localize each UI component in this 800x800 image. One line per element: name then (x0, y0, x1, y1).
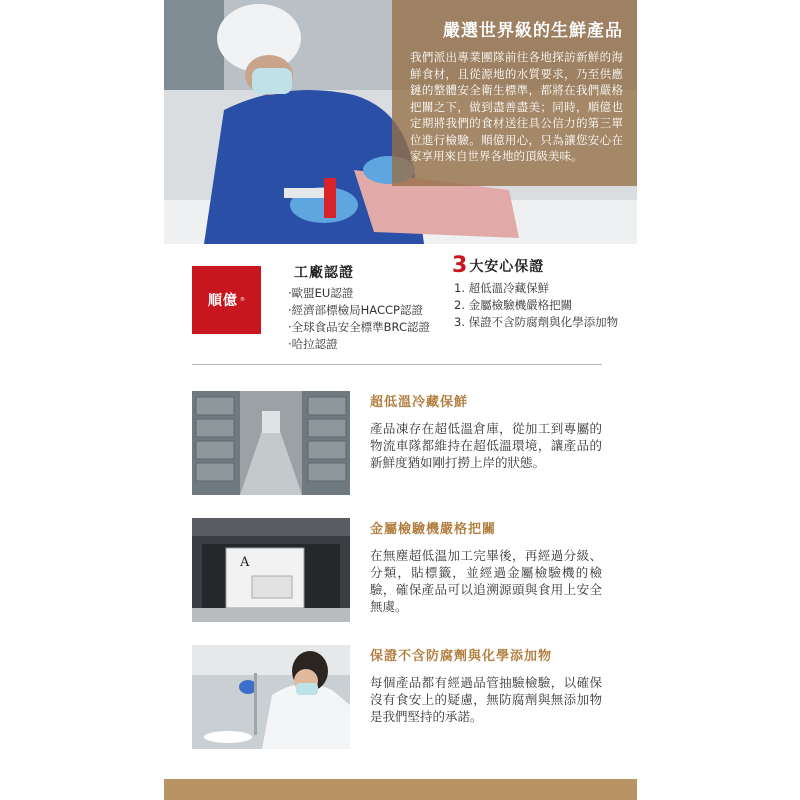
hero-banner (164, 0, 637, 244)
brand-logo (192, 266, 261, 334)
feature-description: 在無塵超低溫加工完畢後，再經過分級、分類，貼標籤，並經過金屬檢驗機的檢驗，確保產品可以追溯源頭與食用上安全無虞。 (370, 548, 602, 614)
box-letter: A (240, 555, 250, 570)
hero-description: 我們派出專業團隊前往各地探訪新鮮的海鮮食材，且從源地的水質要求，乃至供應鏈的整體安全衛生標準，都將在我們嚴格把關之下，做到盡善盡美；同時，順億也定期將我們的食材送往具公信力的第三單位進行檢驗。順億用心，只為讓您安心在家享用來自世界各地的頂級美味。 (410, 50, 623, 163)
list-item: ‧歐盟EU認證 (288, 286, 354, 300)
guarantees-list (454, 280, 618, 331)
list-item: 1. 超低溫冷藏保鮮 (454, 281, 550, 295)
cold-warehouse-photo (192, 391, 350, 495)
hero-text-panel (392, 0, 637, 186)
section-divider (192, 364, 602, 365)
brand-logo-text: 順億 (208, 293, 238, 309)
list-item: ‧全球食品安全標準BRC認證 (288, 320, 430, 334)
lab-technician-photo (192, 645, 350, 749)
three-guarantees (452, 254, 618, 331)
guarantee-count: 3 (452, 253, 468, 278)
bottom-color-bar (164, 779, 637, 800)
list-item: ‧經濟部標檢局HACCP認證 (288, 303, 423, 317)
feature-cold-storage (192, 391, 612, 495)
list-item: 3. 保證不含防腐劑與化學添加物 (454, 315, 619, 329)
feature-description: 產品凍存在超低溫倉庫，從加工到專屬的物流車隊都維持在超低溫環境，讓產品的新鮮度猶如剛打撈上岸的狀態。 (370, 421, 602, 470)
hero-title: 嚴選世界級的生鮮產品 (443, 21, 623, 41)
feature-no-additives (192, 645, 612, 749)
feature-title: 超低溫冷藏保鮮 (370, 395, 469, 410)
registered-mark: ® (240, 297, 245, 303)
feature-description: 每個產品都有經過品管抽驗檢驗，以確保沒有食安上的疑慮，無防腐劑與無添加物是我們堅持的承諾。 (370, 675, 602, 724)
feature-title: 保證不含防腐劑與化學添加物 (370, 649, 553, 664)
certifications-list (288, 285, 430, 353)
feature-title: 金屬檢驗機嚴格把關 (370, 522, 497, 537)
feature-metal-detection (192, 518, 612, 622)
list-item: ‧哈拉認證 (288, 337, 338, 351)
guarantees-title: 大安心保證 (469, 259, 545, 275)
certifications-title: 工廠認證 (294, 265, 354, 281)
metal-detector-photo (192, 518, 350, 622)
list-item: 2. 金屬檢驗機嚴格把關 (454, 298, 573, 312)
factory-certifications (288, 262, 430, 353)
